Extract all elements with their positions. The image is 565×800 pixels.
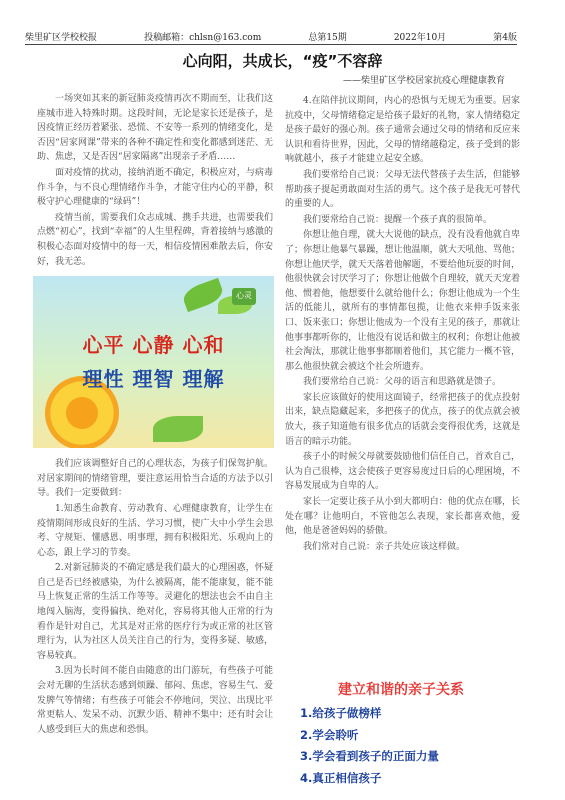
paragraph: 我们常对自己说：亲子共处应该这样做。: [303, 541, 466, 552]
page-header: [25, 30, 517, 44]
paragraph: 面对疫情的扰动，接纳消逝不确定，积极应对，与病毒作斗争，与不良心理情绪作斗争，才能守住内心的平静，积极守护心理健康的“绿码”！: [37, 167, 273, 208]
paragraph: 我们要常给自己说：父母无法代替孩子去生活，但能够帮助孩子提起勇敢面对生活的勇气。这个孩子是我无可替代的重要的人。: [285, 169, 520, 210]
school-name: 柴里矿区学校校报: [25, 33, 98, 43]
leaf-decoration: [153, 416, 203, 442]
paragraph: 我们要常给自己说：提醒一个孩子真的很简单。: [303, 214, 493, 225]
article-title: 心向阳，共成长，“疫”不容辞: [182, 52, 383, 70]
list-item: 3.学会看到孩子的正面力量: [300, 749, 439, 763]
article-byline: ——柴里矿区学校居家抗疫心理健康教育: [342, 76, 505, 86]
banner-logo: 心灵: [232, 288, 256, 305]
page-number: 第4版: [493, 33, 517, 43]
banner-slogan-2: 理性 理智 理解: [82, 367, 225, 392]
paragraph: 我们应该调整好自己的心理状态，为孩子们保驾护航。对居家期间的情绪管理，要注意运用恰当合适的方法予以引导。我们一定要做到：: [37, 459, 273, 499]
right-column: [285, 94, 520, 555]
paragraph: 我们要常给自己说：父母的语言和思路就是馈子。: [303, 377, 502, 388]
paragraph: 家长一定要让孩子从小到大都明白：他的优点在哪，长处在哪？让他明白，不管他怎么表现，家长都喜欢他，爱他，他是爸爸妈妈的骄傲。: [285, 497, 520, 537]
list-item: 4.真正相信孩子: [300, 770, 382, 785]
paragraph: 家长应该做好的使用这面镜子，经常把孩子的优点投射出来，缺点隐藏起来，多把孩子的优点，孩子的优点就会被放大，孩子知道他有很多优点的话就会变得很优秀，这就是语言的暗示功能。: [285, 392, 520, 447]
banner-slogan-1: 心平 心静 心和: [82, 333, 225, 358]
section-list: [300, 705, 439, 791]
submission-email: 投稿邮箱：chlsn@163.com: [144, 33, 262, 43]
paragraph: 2.对新冠肺炎的不确定感是我们最大的心理困惑，怀疑自己是否已经被感染，为什么被隔离，能不能康复，能不能马上恢复正常的生活工作等等。灵避化的想法也会不由自主地闯入脑海，变得偏执、绝对化，容易将其他人正常的行为看作是针对自己，尤其是对正常的医疗行为或正常的社区管理行为，认为社区人员关注自己的行为，变得多疑、敏感，容易较真。: [37, 563, 273, 661]
header-divider: [25, 44, 517, 45]
paragraph: 1.知悉生命教育、劳动教育、心理健康教育，让学生在疫情期间形成良好的生活、学习习惯，使广大中小学生会思考、守规矩、懂感恩、明事理，拥有积极阳光、乐观向上的心态，跟上学习的节奏。: [37, 503, 273, 558]
paragraph: 疫情当前，需要我们众志成城、携手共进，也需要我们点燃“初心”，找到“幸福”的人生里程碑，背着接纳与感激的积极心态面对疫情中的每一天，相信疫情困难散去后，你安好，我无恙。: [37, 212, 273, 267]
banner-image: [33, 276, 274, 448]
issue-date: 2022年10月: [393, 33, 447, 43]
paragraph: 孩子小的时候父母就要鼓励他们信任自己，首欢自己，认为自己很棒，这会使孩子更容易度过日后的心理困境，不容易发展成为自卑的人。: [285, 452, 520, 492]
left-column: [37, 92, 273, 738]
paragraph: 3.因为长时间不能自由随意的出门游玩，有些孩子可能会对无聊的生活状态感到烦躁、郁闷、焦虑，容易生气、爱发脾气等情绪；有些孩子可能会不停地问，哭泣、出现比平常更粘人、发呆不动、沉默少语、精神不集中；还有时会让人感受到巨大的焦虑和恐惧。: [37, 666, 273, 735]
paragraph: 4.在陪伴抗议期间，内心的恐惧与无规无为重要。居家抗疫中，父母情绪稳定是给孩子最好的礼物，家人情绪稳定是孩子最好的强心剂。孩子通常会通过父母的情绪和反应来认识和看待世界，因此，父母的情绪越稳定，孩子受到的影响就越小，孩子才能建立起安全感。: [285, 96, 520, 165]
issue-number: 总第15期: [308, 33, 347, 43]
list-item: 2.学会聆听: [300, 727, 359, 742]
paragraph: 你想让他自理，就大大说他的缺点，没有没看他就自卑了；你想让他暴气暴躁，想让他温顺，就大天吼他、骂他；你想让他厌学，就天天落着他解题，不要给他玩耍的时间，他很快就会讨厌学习了；你想让他做个自理较，就天天宠着他、惯着他，他想要什么就给他什么；你想让他成为一个生活的低能儿，就所有的事情都包揽，让他衣来伸手饭来张口、饭来张口；你想让他成为一个没有主见的孩子，那就让他事事都听你的，让他没有说话和做主的权利；你想让他被社会淘汰，那就让他事事都顺着他们，其它能力一概不管，那么他很快就会被这个社会所遗弃。: [285, 230, 520, 372]
paragraph: 一场突如其来的新冠肺炎疫情再次不期而至，让我们这座城市进入特殊时期。这段时间，无论是家长还是孩子，是因疫情正经历着紧张、恐慌、不安等一系列的情绪变化，是否因“居家网课”带来的各种不确定性和变化都感到迷茫、无助、焦虑，又是否因“居家隔离”出现亲子矛盾……: [37, 94, 273, 163]
list-item: 1.给孩子做榜样: [300, 706, 382, 720]
section-title: 建立和谐的亲子关系: [338, 682, 464, 698]
